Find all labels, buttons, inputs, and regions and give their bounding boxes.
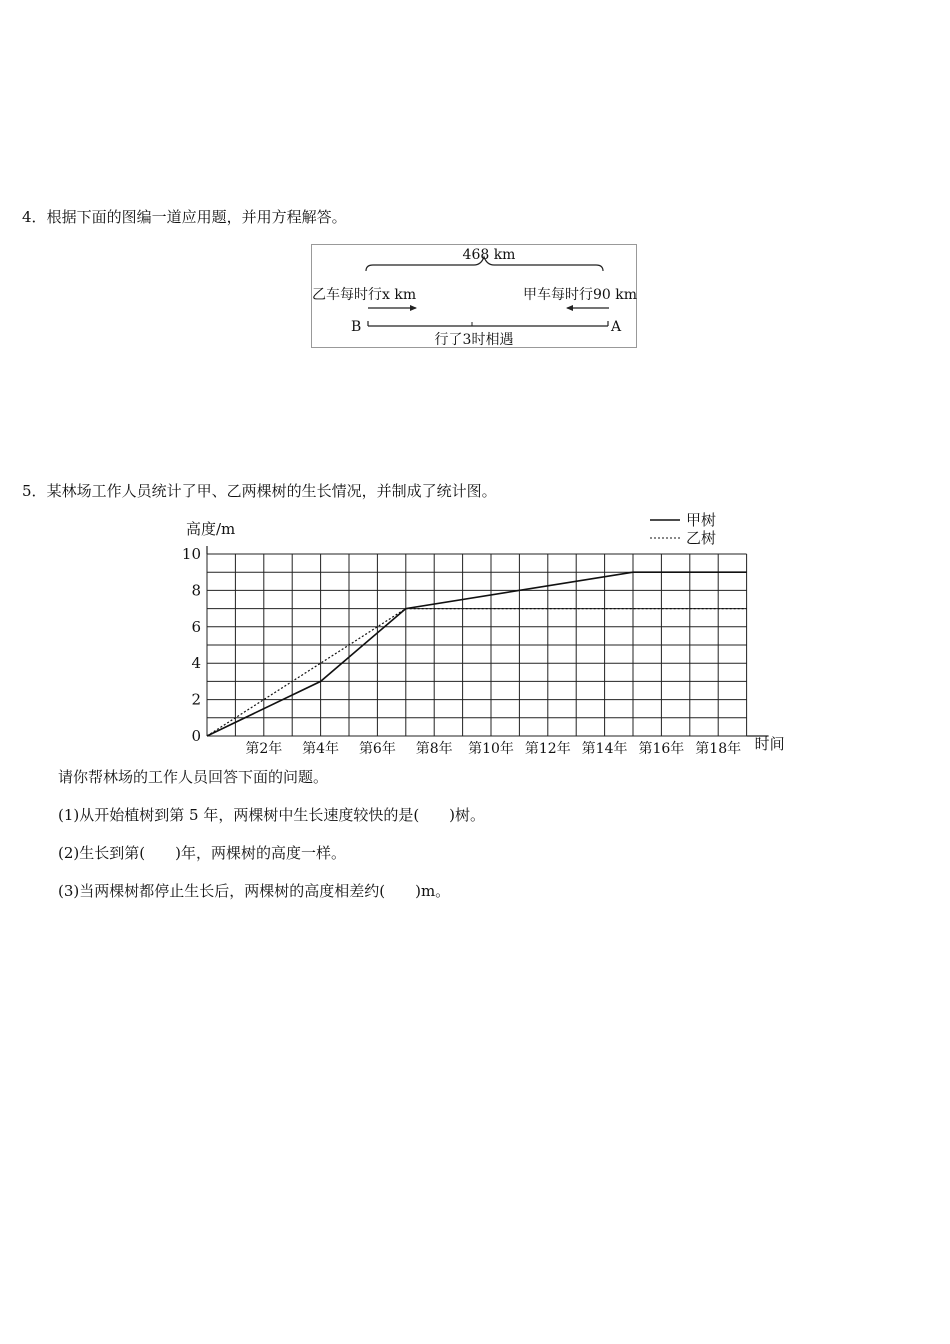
series-line-yi (207, 609, 747, 736)
left-pointing-arrow-icon (566, 305, 573, 311)
meet-label: 行了3时相遇 (434, 332, 514, 348)
question-5-body: 某林场工作人员统计了甲、乙两棵树的生长情况，并制成了统计图。 (46, 482, 497, 500)
question-number: 5 (22, 482, 32, 500)
x-axis-label: 时间 (754, 735, 785, 753)
question-number: 4 (22, 208, 32, 226)
question-4-body: 根据下面的图编一道应用题，并用方程解答。 (46, 208, 347, 226)
y-tick-label: 10 (181, 545, 201, 563)
meeting-diagram (311, 244, 641, 350)
question-5-text: 5．某林场工作人员统计了甲、乙两棵树的生长情况，并制成了统计图。 (22, 482, 497, 500)
x-tick-label: 第16年 (638, 741, 685, 757)
legend-label: 乙树 (686, 529, 717, 547)
right-speed-label: 甲车每时行90 km (522, 287, 637, 303)
y-tick-label: 6 (191, 617, 201, 636)
x-tick-label: 第14年 (581, 741, 628, 757)
x-tick-label: 第4年 (302, 741, 340, 757)
point-b-label: B (351, 319, 362, 335)
left-speed-label: 乙车每时行x km (312, 287, 417, 303)
x-tick-label: 第6年 (358, 741, 396, 757)
y-tick-label: 4 (191, 654, 201, 673)
series-line-jia (207, 572, 747, 736)
y-tick-label: 8 (191, 581, 201, 600)
y-tick-label: 0 (191, 727, 201, 745)
tree-growth-chart (180, 510, 785, 760)
x-tick-label: 第12年 (524, 741, 571, 757)
legend-label: 甲树 (686, 511, 717, 529)
y-axis-label: 高度/m (186, 520, 236, 538)
question-5-sub-1: (1)从开始植树到第 5 年，两棵树中生长速度较快的是( )树。 (58, 806, 486, 824)
x-tick-label: 第2年 (245, 741, 283, 757)
question-5-prompt: 请你帮林场的工作人员回答下面的问题。 (58, 768, 329, 786)
question-5-sub-3: (3)当两棵树都停止生长后，两棵树的高度相差约( )m。 (58, 882, 451, 900)
point-a-label: A (611, 319, 622, 335)
y-tick-label: 2 (191, 690, 201, 709)
x-tick-label: 第10年 (468, 741, 514, 757)
x-tick-label: 第18年 (695, 741, 742, 757)
x-tick-label: 第8年 (415, 741, 453, 757)
question-5-sub-2: (2)生长到第( )年，两棵树的高度一样。 (58, 844, 346, 862)
question-4-text: 4．根据下面的图编一道应用题，并用方程解答。 (22, 208, 347, 226)
distance-label: 468 km (462, 247, 516, 263)
right-pointing-arrow-icon (410, 305, 417, 311)
